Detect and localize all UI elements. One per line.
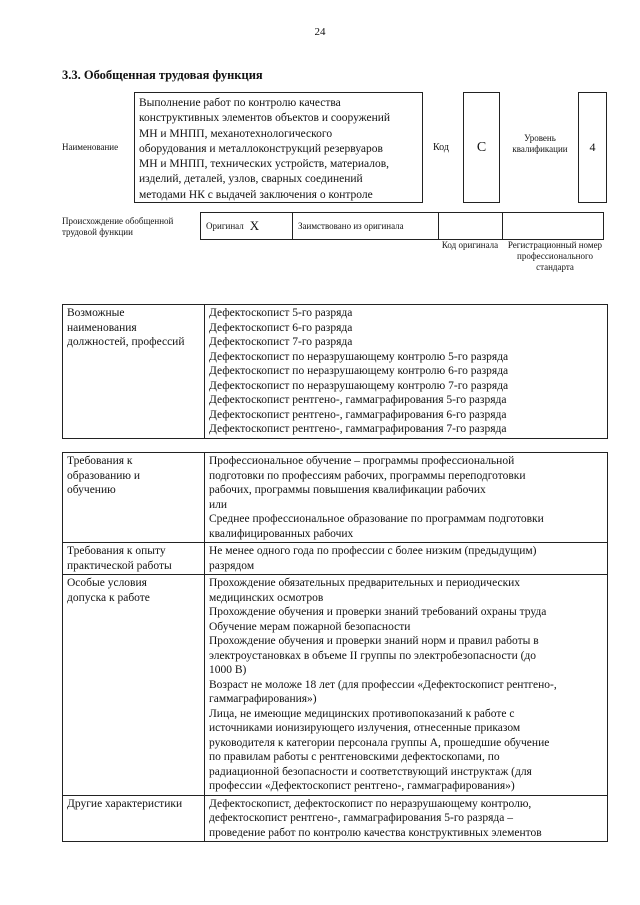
level-label: Уровень квалификации <box>512 133 568 154</box>
label-line: Требования к опыту <box>67 545 166 557</box>
borrowed-cell <box>292 212 439 240</box>
table-row <box>63 795 608 842</box>
function-name-box <box>134 92 423 203</box>
education-label <box>63 453 205 543</box>
list-item: Дефектоскопист рентгено-, гаммаграфирования 6-го разряда <box>209 408 507 421</box>
function-name-line: МН и МНПП, технических устройств, материалов, <box>139 158 390 171</box>
page-number: 24 <box>314 26 326 38</box>
code-value: C <box>463 92 500 203</box>
requirements-table <box>62 452 608 842</box>
original-cell <box>200 212 293 240</box>
list-item: Дефектоскопист 5-го разряда <box>209 307 353 319</box>
positions-list <box>205 305 608 439</box>
text-line: Среднее профессиональное образование по программам подготовки <box>209 513 544 525</box>
experience-label <box>63 543 205 575</box>
label-line: должностей, профессий <box>67 336 185 348</box>
borrowed-label: Заимствовано из оригинала <box>298 221 404 231</box>
admission-text <box>205 575 608 796</box>
other-label <box>63 795 205 842</box>
list-item: Дефектоскопист рентгено-, гаммаграфирования 7-го разряда <box>209 423 507 435</box>
text-line: 1000 В) <box>209 664 247 676</box>
text-line: проведение работ по контролю качества конструктивных элементов <box>209 826 542 839</box>
list-item: Дефектоскопист 7-го разряда <box>209 336 353 348</box>
reg-number-cell <box>502 212 604 240</box>
function-name-line: изделий, деталей, узлов, сварных соединений <box>139 173 363 186</box>
positions-label <box>63 305 205 439</box>
origin-row <box>201 212 604 240</box>
name-label: Наименование <box>62 142 119 152</box>
list-item: Дефектоскопист по неразрушающему контролю 5-го разряда <box>209 350 509 363</box>
table-row <box>63 575 608 796</box>
text-line: Не менее одного года по профессии с более низким (предыдущим) <box>209 545 537 557</box>
text-line: Прохождение обязательных предварительных и периодических <box>209 577 521 589</box>
table-row <box>63 543 608 575</box>
text-line: Дефектоскопист, дефектоскопист по неразрушающему контролю, <box>209 797 532 810</box>
text-line: Обучение мерам пожарной безопасности <box>209 620 411 633</box>
text-line: подготовки по профессиям рабочих, программы переподготовки <box>209 469 526 482</box>
label-line: допуска к работе <box>67 591 150 604</box>
label-line: образованию и <box>67 469 140 482</box>
text-line: руководителя к категории персонала группы А, прошедшие обучение <box>209 736 550 749</box>
function-name-line: методами НК с выдачей заключения о контроле <box>139 188 373 201</box>
section-title: 3.3. Обобщенная трудовая функция <box>62 68 263 82</box>
origin-label: Происхождение обобщенной трудовой функции <box>62 216 174 237</box>
level-value: 4 <box>578 92 607 203</box>
label-line: Другие характеристики <box>67 797 183 810</box>
text-line: электроустановках в объеме II группы по электробезопасности (до <box>209 649 537 662</box>
text-line: Прохождение обучения и проверки знаний требований охраны труда <box>209 606 547 618</box>
label-line: наименования <box>67 321 137 334</box>
list-item: Дефектоскопист по неразрушающему контролю 6-го разряда <box>209 365 509 377</box>
list-item: Дефектоскопист рентгено-, гаммаграфирования 5-го разряда <box>209 394 507 406</box>
label-line: Возможные <box>67 307 125 319</box>
original-mark: X <box>249 218 260 233</box>
text-line: дефектоскопист рентгено-, гаммаграфирования 5-го разряда – <box>209 812 513 824</box>
positions-table <box>62 304 608 439</box>
text-line: Профессиональное обучение – программы профессиональной <box>209 455 515 467</box>
text-line: квалифицированных рабочих <box>209 527 354 540</box>
list-item: Дефектоскопист 6-го разряда <box>209 321 353 334</box>
function-name-line: оборудования и металлоконструкций резервуаров <box>139 142 383 155</box>
text-line: гаммаграфирования») <box>209 693 317 705</box>
table-row <box>63 305 608 439</box>
text-line: Лица, не имеющие медицинских противопоказаний к работе с <box>209 707 515 720</box>
text-line: радиационной безопасности и соответствующий инструктаж (для <box>209 765 532 778</box>
label-line: практической работы <box>67 559 172 572</box>
function-name-line: конструктивных элементов объектов и сооружений <box>139 112 391 125</box>
text-line: рабочих, программы повышения квалификации рабочих <box>209 484 486 496</box>
admission-label <box>63 575 205 796</box>
code-original-cell <box>438 212 503 240</box>
text-line: источниками ионизирующего излучения, отнесенные приказом <box>209 722 521 734</box>
text-line: или <box>209 498 228 511</box>
code-original-caption: Код оригинала <box>441 240 499 250</box>
table-row <box>63 453 608 543</box>
text-line: Прохождение обучения и проверки знаний норм и правил работы в <box>209 635 539 647</box>
list-item: Дефектоскопист по неразрушающему контролю 7-го разряда <box>209 379 509 392</box>
function-name-line: Выполнение работ по контролю качества <box>139 97 341 109</box>
reg-number-caption: Регистрационный номер профессионального стандарта <box>507 240 603 272</box>
text-line: профессии «Дефектоскопист рентгено-, гаммаграфирования») <box>209 780 515 792</box>
text-line: разрядом <box>209 559 255 572</box>
function-name-line: МН и МНПП, механотехнологического <box>139 127 333 140</box>
original-label: Оригинал <box>206 221 244 231</box>
code-label: Код <box>433 142 449 153</box>
label-line: Особые условия <box>67 577 147 589</box>
experience-text <box>205 543 608 575</box>
text-line: по правилам работы с рентгеновскими дефектоскопами, по <box>209 751 500 763</box>
education-text <box>205 453 608 543</box>
text-line: Возраст не моложе 18 лет (для профессии «Дефектоскопист рентгено-, <box>209 678 557 691</box>
label-line: обучению <box>67 484 116 496</box>
other-text <box>205 795 608 842</box>
label-line: Требования к <box>67 455 133 467</box>
text-line: медицинских осмотров <box>209 591 324 604</box>
